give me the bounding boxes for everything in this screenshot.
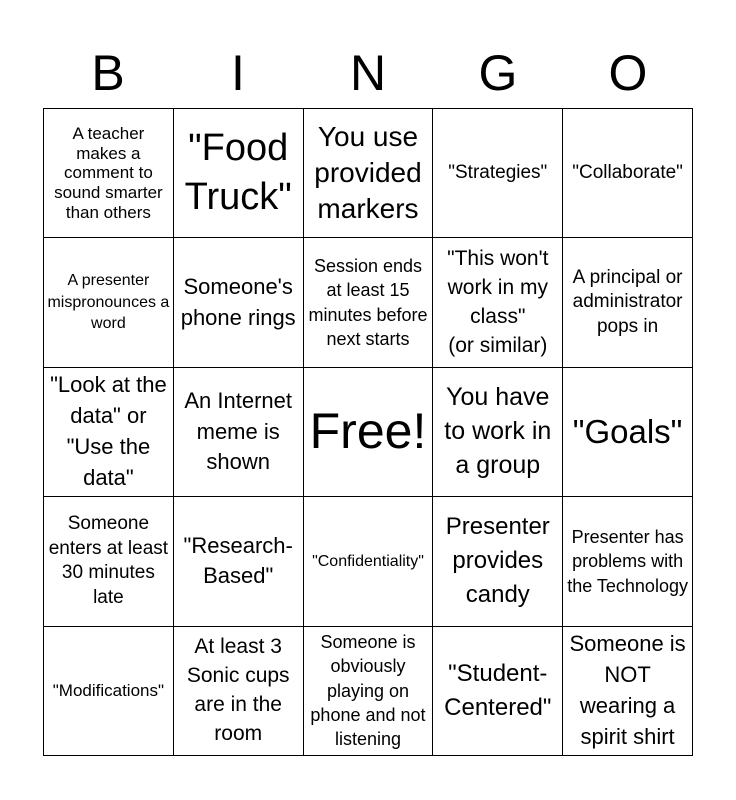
bingo-cell-r4-c4[interactable]: Presenter provides candy: [433, 497, 563, 626]
bingo-cell-r2-c2[interactable]: Someone's phone rings: [174, 238, 304, 367]
bingo-cell-r3-c3-free-space[interactable]: Free!: [304, 368, 434, 497]
bingo-cell-r3-c1[interactable]: "Look at the data" or "Use the data": [44, 368, 174, 497]
bingo-cell-r4-c1[interactable]: Someone enters at least 30 minutes late: [44, 497, 174, 626]
bingo-cell-r4-c5[interactable]: Presenter has problems with the Technology: [563, 497, 693, 626]
header-letter-g: G: [478, 45, 518, 101]
bingo-cell-r1-c2[interactable]: "Food Truck": [174, 109, 304, 238]
header-letter-o: O: [608, 45, 648, 101]
bingo-header: [43, 38, 693, 108]
bingo-cell-r5-c3[interactable]: Someone is obviously playing on phone and not listening: [304, 627, 434, 756]
bingo-cell-r5-c5[interactable]: Someone is NOT wearing a spirit shirt: [563, 627, 693, 756]
bingo-cell-r1-c4[interactable]: "Strategies": [433, 109, 563, 238]
bingo-cell-r2-c3[interactable]: Session ends at least 15 minutes before next starts: [304, 238, 434, 367]
bingo-cell-r5-c1[interactable]: "Modifications": [44, 627, 174, 756]
bingo-board: [43, 108, 693, 756]
bingo-cell-r2-c4[interactable]: "This won't work in my class" (or similar): [433, 238, 563, 367]
bingo-cell-r1-c3[interactable]: You use provided markers: [304, 109, 434, 238]
header-letter-b: B: [91, 45, 125, 101]
bingo-cell-r3-c5[interactable]: "Goals": [563, 368, 693, 497]
bingo-cell-r4-c3[interactable]: "Confidentiality": [304, 497, 434, 626]
header-letter-i: I: [231, 45, 245, 101]
bingo-cell-r1-c1[interactable]: A teacher makes a comment to sound smarter than others: [44, 109, 174, 238]
bingo-cell-r4-c2[interactable]: "Research-Based": [174, 497, 304, 626]
bingo-cell-r3-c4[interactable]: You have to work in a group: [433, 368, 563, 497]
bingo-cell-r5-c2[interactable]: At least 3 Sonic cups are in the room: [174, 627, 304, 756]
header-letter-n: N: [349, 45, 387, 101]
bingo-cell-r1-c5[interactable]: "Collaborate": [563, 109, 693, 238]
bingo-cell-r3-c2[interactable]: An Internet meme is shown: [174, 368, 304, 497]
bingo-cell-r2-c5[interactable]: A principal or administrator pops in: [563, 238, 693, 367]
bingo-cell-r2-c1[interactable]: A presenter mispronounces a word: [44, 238, 174, 367]
bingo-cell-r5-c4[interactable]: "Student-Centered": [433, 627, 563, 756]
